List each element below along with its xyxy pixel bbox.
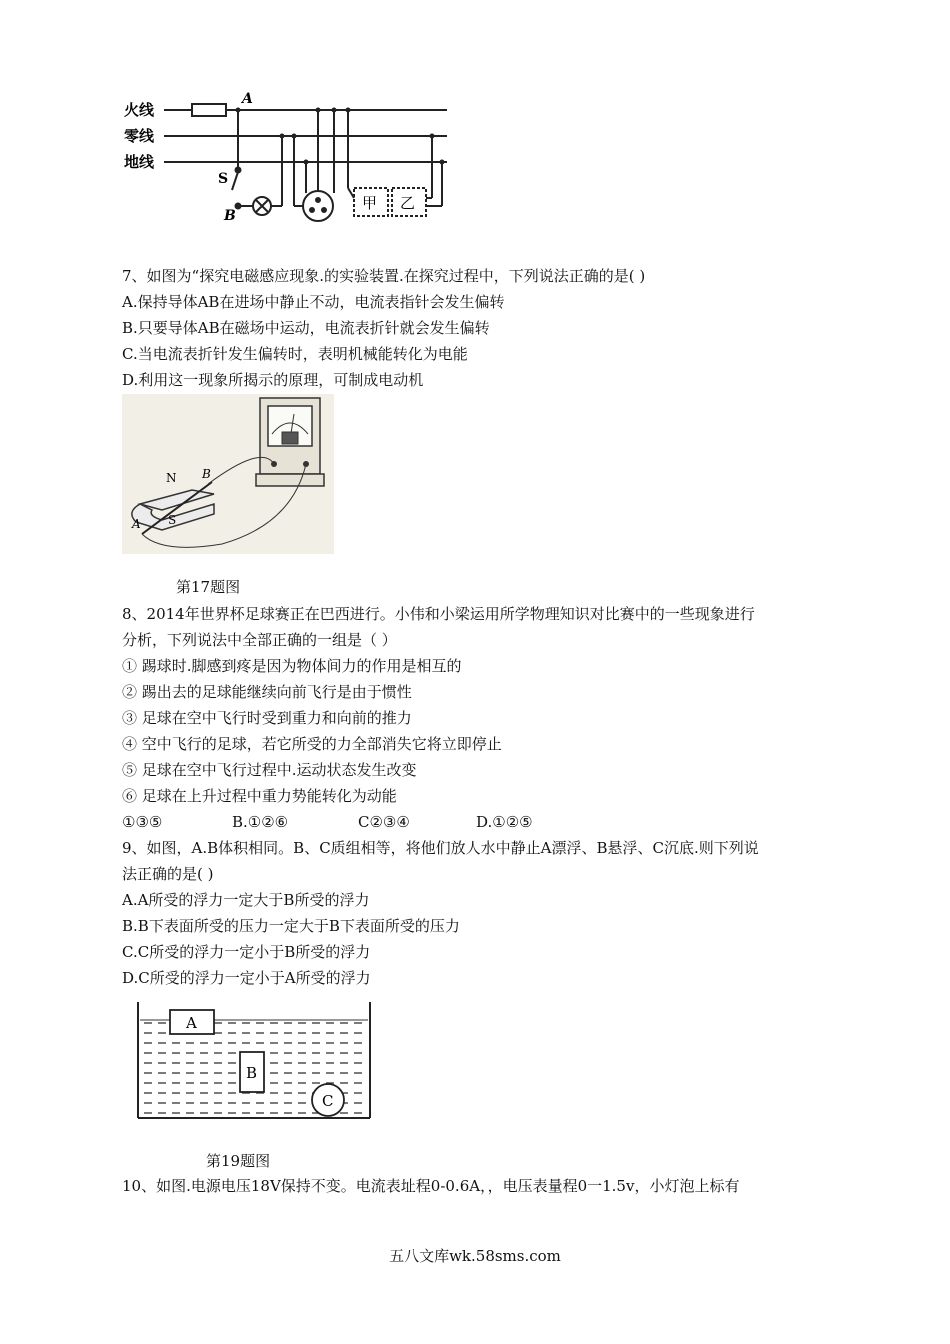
conductor-b-label: B	[202, 467, 211, 481]
neutral-wire-label: 零线	[124, 127, 155, 145]
point-a-label: A	[242, 91, 253, 107]
q7-option-b: B.只要导体AB在磁场中运动，电流表折针就会发生偏转	[122, 319, 490, 337]
q8-choice-a: ①③⑤	[122, 813, 163, 831]
device-jia-label: 甲	[362, 194, 378, 212]
figure-19-caption: 第19题图	[206, 1152, 271, 1170]
page-footer: 五八文库wk.58sms.com	[389, 1247, 561, 1265]
household-circuit-figure	[122, 88, 462, 228]
q7-option-a: A.保持导体AB在进场中静止不动，电流表指针会发生偏转	[122, 293, 505, 311]
q7-option-c: C.当电流表折针发生偏转时，表明机械能转化为电能	[122, 345, 468, 363]
magnet-s-label: S	[168, 513, 177, 527]
block-a-label: A	[186, 1014, 197, 1032]
q8-statement-1: ① 踢球时.脚感到疼是因为物体间力的作用是相互的	[122, 657, 462, 675]
q8-stem-line1: 8、2014年世界杯足球赛正在巴西进行。小伟和小梁运用所学物理知识对比赛中的一些现象进行	[122, 605, 755, 623]
q8-statement-4: ④ 空中飞行的足球，若它所受的力全部消失它将立即停止	[122, 735, 502, 753]
q8-statement-6: ⑥ 足球在上升过程中重力势能转化为动能	[122, 787, 397, 805]
conductor-a-label: A	[132, 517, 141, 531]
q8-choices	[122, 812, 533, 832]
ground-wire-label: 地线	[124, 153, 155, 171]
q8-choice-b: B.①②⑥	[232, 813, 289, 831]
point-b-label: B	[224, 208, 236, 224]
block-b-label: B	[246, 1064, 258, 1082]
q10-stem: 10、如图.电源电压18V保持不变。电流表址程0-0.6A，，电压表量程0一1.5v，小灯泡上标有	[122, 1177, 740, 1195]
q8-statement-5: ⑤ 足球在空中飞行过程中.运动状态发生改变	[122, 761, 417, 779]
induction-apparatus-figure	[122, 394, 334, 554]
q9-option-d: D.C所受的浮力一定小于A所受的浮力	[122, 969, 371, 987]
q8-stem-line2: 分析，下列说法中全部正确的一组是（ ）	[122, 631, 397, 649]
device-yi-label: 乙	[400, 194, 416, 212]
switch-s-label: S	[218, 171, 229, 187]
q9-option-c: C.C所受的浮力一定小于B所受的浮力	[122, 943, 371, 961]
q8-choice-d: D.①②⑤	[476, 813, 533, 831]
q7-stem: 7、如图为“探究电磁感应现象.的实验装置.在探究过程中，下列说法正确的是( )	[122, 267, 646, 285]
q7-option-d: D.利用这一现象所揭示的原理，可制成电动机	[122, 371, 424, 389]
ball-c-label: C	[322, 1092, 334, 1110]
q8-statement-3: ③ 足球在空中飞行时受到重力和向前的推力	[122, 709, 412, 727]
magnet-n-label: N	[166, 471, 177, 485]
q9-stem-line2: 法正确的是( )	[122, 865, 214, 883]
live-wire-label: 火线	[124, 101, 155, 119]
q9-option-a: A.A所受的浮力一定大于B所受的浮力	[122, 891, 370, 909]
q9-option-b: B.B下表面所受的压力一定大于B下表面所受的压力	[122, 917, 460, 935]
buoyancy-container-figure	[128, 998, 380, 1122]
figure-17-caption: 第17题图	[176, 578, 241, 596]
q8-statement-2: ② 踢出去的足球能继续向前飞行是由于惯性	[122, 683, 412, 701]
q8-choice-c: C②③④	[358, 813, 410, 831]
q9-stem-line1: 9、如图，A.B体积相同。B、C质组相等，将他们放人水中静止A漂浮、B悬浮、C沉底.则下列说	[122, 839, 759, 857]
